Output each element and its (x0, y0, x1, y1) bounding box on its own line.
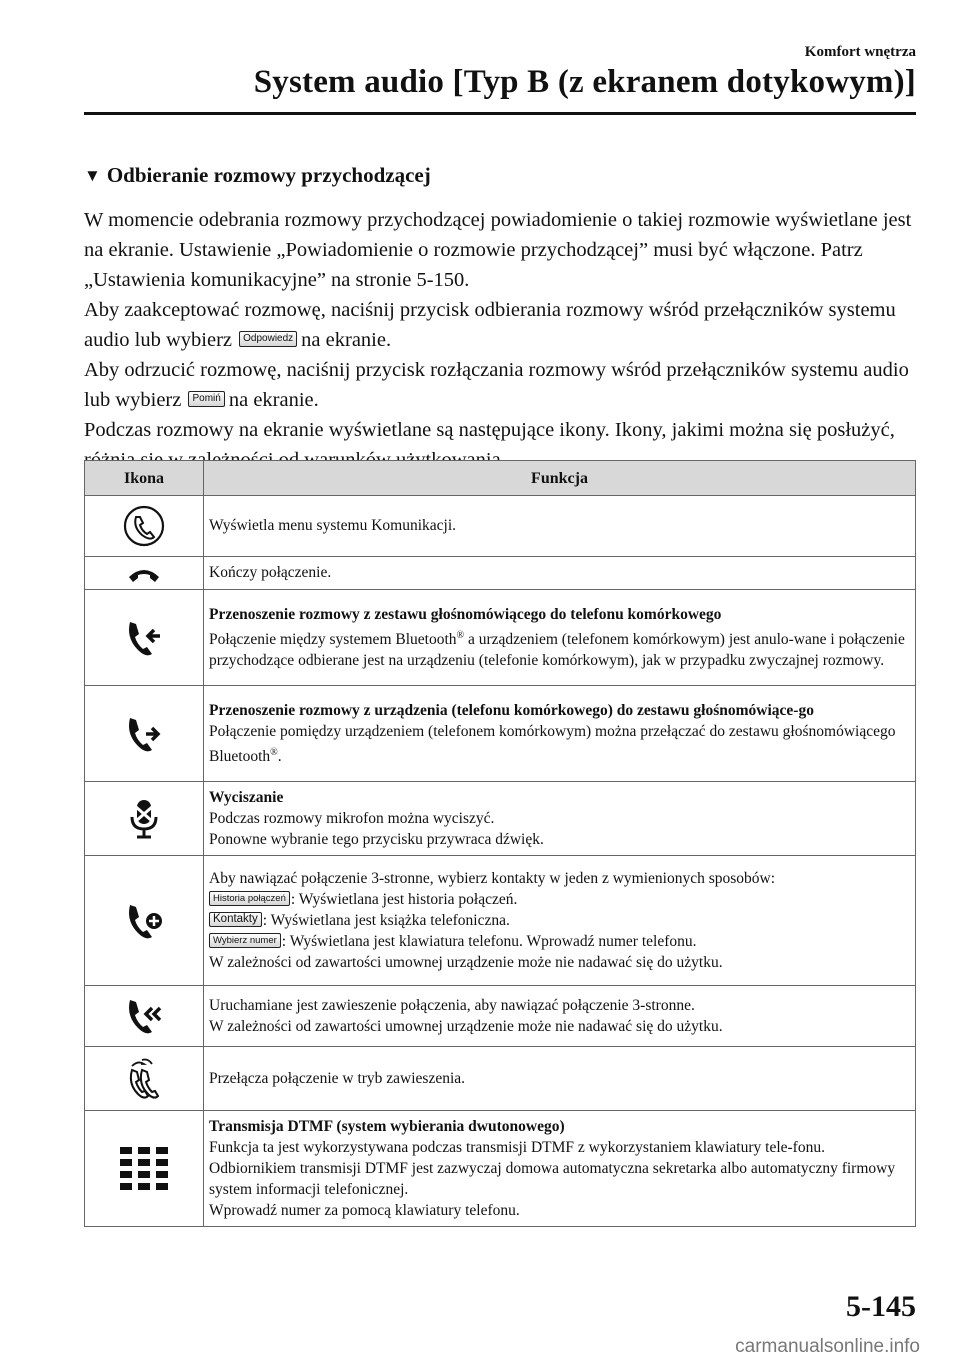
function-cell: Kończy połączenie. (204, 557, 916, 590)
function-description (209, 721, 907, 767)
paragraph-notification: W momencie odebrania rozmowy przychodzącej powiadomienie o takiej rozmowie wyświetlane jest na ekranie. Ustawienie „Powiadomienie o rozmowie przychodzącej” musi być włączone. Patrz „Ustawienia komunikacyjne” na stronie 5-150. (84, 209, 912, 291)
table-row (85, 782, 916, 856)
paragraph-accept-suffix: na ekranie. (301, 329, 392, 351)
function-title: Wyciszanie (209, 788, 284, 806)
table-header-row (85, 461, 916, 496)
function-description-text-cont: a urządzeniem (telefonem komórkowym) jest anulo-wane i połączenie przychodzące odbierane jest na urządzeniu (telefonie komórkowym), jak w przypadku zwyczajnej rozmowy. (209, 630, 905, 669)
function-description-text-cont: . (277, 747, 282, 765)
function-title: Transmisja DTMF (system wybierania dwutonowego) (209, 1117, 565, 1135)
function-description-line: Aby nawiązać połączenie 3-stronne, wybierz kontakty w jeden z wymienionych sposobów: (209, 869, 776, 887)
section-label: Komfort wnętrza (804, 44, 916, 60)
hold-call-icon (85, 986, 204, 1047)
option-description: : Wyświetlana jest klawiatura telefonu. Wprowadź numer telefonu. (281, 932, 697, 950)
dial-number-button: Wybierz numer (209, 933, 281, 948)
body-text (84, 205, 916, 475)
table-row (85, 1047, 916, 1111)
column-header-function: Funkcja (204, 461, 916, 496)
function-description-line: W zależności od zawartości umownej urządzenie może nie nadawać się do użytku. (209, 1017, 723, 1035)
triangle-bullet-icon: ▼ (84, 166, 101, 185)
function-description-line: Wprowadź numer za pomocą klawiatury telefonu. (209, 1201, 520, 1219)
function-description-text: Połączenie między systemem Bluetooth (209, 630, 457, 648)
function-cell: Przełącza połączenie w tryb zawieszenia. (204, 1047, 916, 1111)
option-description: : Wyświetlana jest książka telefoniczna. (262, 911, 510, 929)
function-description-text: Połączenie pomiędzy urządzeniem (telefonem komórkowym) można przełączać do zestawu głośnomówiącego Bluetooth (209, 722, 896, 765)
table-row (85, 590, 916, 686)
icon-function-table (84, 460, 916, 1227)
option-line (209, 889, 907, 910)
mute-microphone-icon (85, 782, 204, 856)
table-row (85, 686, 916, 782)
function-cell (204, 1111, 916, 1227)
page-title: System audio [Typ B (z ekranem dotykowym)] (253, 64, 916, 100)
hang-up-icon (85, 557, 204, 590)
page-number: 5-145 (846, 1290, 916, 1323)
paragraph-accept (84, 295, 916, 355)
function-cell (204, 986, 916, 1047)
function-description-line: Ponowne wybranie tego przycisku przywraca dźwięk. (209, 830, 544, 848)
phone-menu-icon (85, 496, 204, 557)
table-row (85, 557, 916, 590)
function-cell (204, 856, 916, 986)
function-description-line: Uruchamiane jest zawieszenie połączenia, aby nawiązać połączenie 3-stronne. (209, 996, 695, 1014)
keypad-icon (85, 1111, 204, 1227)
function-description-line: Podczas rozmowy mikrofon można wyciszyć. (209, 809, 495, 827)
paragraph-reject-suffix: na ekranie. (228, 389, 319, 411)
paragraph-icons-intro: Podczas rozmowy na ekranie wyświetlane są następujące ikony. Ikony, jakimi można się posłużyć, (84, 419, 895, 441)
option-line (209, 931, 907, 952)
function-cell: Wyświetla menu systemu Komunikacji. (204, 496, 916, 557)
function-title: Przenoszenie rozmowy z zestawu głośnomówiącego do telefonu komórkowego (209, 605, 722, 623)
watermark: carmanualsonline.info (735, 1336, 920, 1357)
section-heading-text: Odbieranie rozmowy przychodzącej (106, 163, 431, 187)
column-header-icon: Ikona (85, 461, 204, 496)
function-description-line: W zależności od zawartości umownej urządzenie może nie nadawać się do użytku. (209, 953, 723, 971)
call-history-button: Historia połączeń (209, 891, 290, 906)
function-description (209, 625, 907, 671)
section-heading (84, 163, 431, 188)
transfer-to-handsfree-icon (85, 686, 204, 782)
registered-mark: ® (456, 629, 465, 641)
paragraph-accept-text: Aby zaakceptować rozmowę, naciśnij przycisk odbierania rozmowy wśród przełączników systemu audio lub wybierz (84, 299, 896, 351)
function-cell (204, 782, 916, 856)
paragraph-reject (84, 355, 916, 415)
swap-call-icon (85, 1047, 204, 1111)
paragraph-reject-text: Aby odrzucić rozmowę, naciśnij przycisk rozłączania rozmowy wśród przełączników systemu audio lub wybierz (84, 359, 909, 411)
transfer-to-phone-icon (85, 590, 204, 686)
header-divider (84, 112, 916, 115)
table-row (85, 496, 916, 557)
function-cell (204, 686, 916, 782)
function-description-line: Funkcja ta jest wykorzystywana podczas transmisji DTMF z wykorzystaniem klawiatury tele-fonu. Odbiornikiem transmisji DTMF jest zazwyczaj domowa automatyczna sekretarka albo automatyczny firmowy system informacji telefonicznej. (209, 1138, 896, 1198)
function-title: Przenoszenie rozmowy z urządzenia (telefonu komórkowego) do zestawu głośnomówiące-go (209, 701, 814, 719)
registered-mark: ® (270, 746, 278, 758)
function-cell (204, 590, 916, 686)
table-row (85, 856, 916, 986)
skip-button: Pomiń (188, 391, 224, 407)
option-line (209, 910, 907, 931)
contacts-button: Kontakty (209, 912, 262, 927)
add-call-icon (85, 856, 204, 986)
option-description: : Wyświetlana jest historia połączeń. (290, 890, 518, 908)
table-row (85, 986, 916, 1047)
answer-button: Odpowiedz (239, 331, 297, 347)
table-row (85, 1111, 916, 1227)
